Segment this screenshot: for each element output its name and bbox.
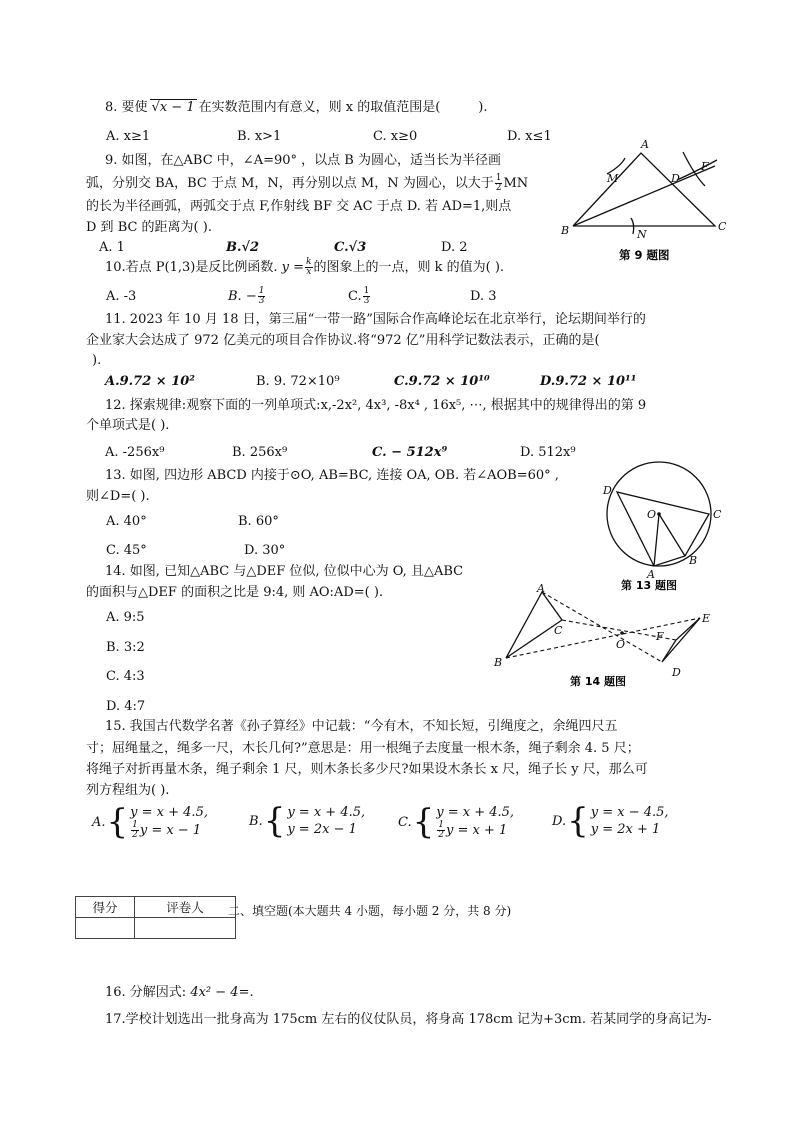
q14-option-c: C. 4:3 [106, 669, 145, 684]
q10-option-d: D. 3 [470, 289, 497, 304]
q14-triangle-def [662, 618, 700, 662]
q12-option-c: C. − 512x⁹ [372, 445, 448, 460]
score-cell[interactable] [76, 918, 135, 939]
score-table [75, 896, 236, 939]
q13-label-b: B [689, 554, 698, 567]
q14-line-1: 14. 如图, 已知△ABC 与△DEF 位似, 位似中心为 O, 且△ABC [105, 564, 464, 579]
q8-option-b: B. x>1 [237, 129, 282, 144]
q13-center-dot [657, 512, 661, 516]
q14-figure [490, 584, 720, 688]
q15-line-2: 寸；屈绳量之，绳多一尺，木长几何?”意思是：用一根绳子去度量一根木条，绳子剩余 4. 5 尺； [86, 741, 640, 756]
q13-line-2: 则∠D=( ). [86, 489, 150, 504]
q13-segment-ob [659, 514, 685, 556]
q12-line-1: 12. 探索规律:观察下面的一列单项式:x,-2x², 4x³, -8x⁴ , 16x⁵, ⋯, 根据其中的规律得出的第 9 [105, 398, 647, 413]
q9-line-4: D 到 BC 的距离为( ). [86, 220, 212, 235]
q14-option-a: A. 9:5 [106, 610, 145, 625]
q14-option-d: D. 4:7 [106, 699, 146, 714]
q14-label-o: O [616, 638, 626, 651]
q9-label-m: M [607, 172, 619, 185]
q8-option-c: C. x≥0 [373, 129, 418, 144]
q15-option-a: A. { y = x + 4.5, $\frac{1}{2}$ y = x − 1 [92, 802, 208, 842]
q13-option-a: A. 40° [106, 514, 147, 529]
q9-figure [555, 136, 735, 268]
q9-line-1: 9. 如图，在△ABC 中，∠A=90° ，以点 B 为圆心，适当长为半径画 [105, 153, 501, 168]
q9-label-f: F [701, 160, 709, 173]
q10-option-a: A. -3 [106, 289, 137, 304]
q14-label-c: C [554, 624, 563, 637]
q12-line-2: 个单项式是( ). [86, 418, 170, 433]
q17-line-1: 17.学校计划选出一批身高为 175cm 左右的仪仗队员，将身高 178cm 记为+3cm. 若某同学的身高记为- [105, 1012, 712, 1027]
q15-option-c: C. { y = x + 4.5, $\frac{1}{2}$ y = x + 1 [398, 802, 515, 842]
q13-caption: 第 13 题图 [621, 579, 677, 592]
q9-label-b: B [561, 224, 570, 237]
q11-line-1: 11. 2023 年 10 月 18 日，第三届“一带一路”国际合作高峰论坛在北京举行，论坛期间举行的 [105, 312, 646, 327]
q12-option-b: B. 256x⁹ [232, 445, 288, 460]
grader-cell[interactable] [135, 918, 236, 939]
q12-option-a: A. -256x⁹ [105, 445, 165, 460]
q14-option-b: B. 3:2 [106, 640, 145, 655]
q14-center-dot [620, 631, 624, 635]
q11-line-2: 企业家大会达成了 972 亿美元的项目合作协议.将“972 亿”用科学记数法表示，正确的是( [86, 333, 600, 348]
q13-segment-oa [654, 514, 659, 566]
q15-line-3: 将绳子对折再量木条，绳子剩余 1 尺，则木条长多少尺?如果设木条长 x 尺，绳子长 y 尺，那么可 [86, 762, 648, 777]
q13-label-a: A [647, 568, 655, 581]
q14-label-f: F [656, 630, 664, 643]
q14-line-2: 的面积与△DEF 的面积之比是 9:4, 则 AO:AD=( ). [86, 585, 384, 600]
q15-option-b: B. { y = x + 4.5, y = 2x − 1 [249, 801, 366, 841]
q8-radical: √x − 1 [151, 100, 195, 115]
q9-triangle [573, 153, 715, 226]
q16-answer-blank[interactable]: . [249, 985, 254, 1000]
q13-figure [597, 458, 737, 596]
q8-option-a: A. x≥1 [106, 129, 151, 144]
q15-line-4: 列方程组为( ). [86, 783, 170, 798]
q10-stem: 10.若点 P(1,3)是反比例函数. y = $\frac{k}{x}$ 的图象上的一点，则 k 的值为( ). [105, 257, 505, 277]
q10-option-c: C. $\frac{1}{3}$ [348, 286, 370, 306]
q9-option-b: B.√2 [226, 240, 260, 255]
q9-label-c: C [718, 220, 727, 233]
score-label: 得分 [76, 897, 135, 918]
q9-option-a: A. 1 [99, 240, 125, 255]
q11-option-c: C.9.72 × 10¹⁰ [394, 374, 490, 389]
q16-expression: 4x² − 4= [190, 985, 250, 1000]
q14-label-a: A [537, 584, 545, 595]
q9-label-d: D [671, 172, 680, 185]
q10-fraction: $\frac{k}{x}$ [306, 257, 312, 277]
q8-option-d: D. x≤1 [507, 129, 552, 144]
q13-line-1: 13. 如图, 四边形 ABCD 内接于⊙O, AB=BC, 连接 OA, OB. 若∠AOB=60° , [105, 468, 559, 483]
q11-line-3: ). [92, 353, 102, 368]
q11-option-a: A.9.72 × 10² [105, 374, 196, 389]
q9-label-n: N [637, 228, 647, 241]
q9-fraction: $\frac{1}{2}$ [495, 173, 502, 193]
q9-option-c: C.√3 [334, 240, 367, 255]
q11-option-b: B. 9. 72×10⁹ [256, 374, 340, 389]
q9-caption: 第 9 题图 [619, 248, 670, 262]
q12-option-d: D. 512x⁹ [520, 445, 576, 460]
q13-label-d: D [603, 484, 612, 497]
q13-label-c: C [713, 508, 722, 521]
q9-line-3: 的长为半径画弧，两弧交于点 F,作射线 BF 交 AC 于点 D. 若 AD=1,则点 [86, 199, 512, 214]
q16-stem: 16. 分解因式: 4x² − 4=. [105, 985, 254, 1000]
q8-stem: 8. 要使 √x − 1 在实数范围内有意义，则 x 的取值范围是( ). [105, 100, 488, 115]
q13-option-c: C. 45° [106, 543, 147, 558]
grader-label: 评卷人 [135, 897, 236, 918]
q9-line-2: 弧，分别交 BA，BC 于点 M，N，再分别以点 M，N 为圆心，以大于 $\frac{1}{2}$ MN [86, 173, 529, 193]
section2-title: 二、填空题(本大题共 4 小题，每小题 2 分，共 8 分) [228, 904, 512, 918]
q15-option-d: D. { y = x − 4.5, y = 2x + 1 [552, 801, 669, 841]
q11-option-d: D.9.72 × 10¹¹ [540, 374, 637, 389]
q9-label-a: A [641, 138, 649, 151]
q13-option-d: D. 30° [244, 543, 286, 558]
q14-label-d: D [672, 666, 681, 679]
q9-ray-bf [573, 166, 715, 226]
q13-option-b: B. 60° [238, 514, 279, 529]
q15-line-1: 15. 我国古代数学名著《孙子算经》中记载：“今有木，不知长短，引绳度之，余绳四尺五 [105, 719, 618, 734]
q14-caption: 第 14 题图 [570, 675, 626, 688]
q14-label-e: E [702, 612, 711, 625]
q9-option-d: D. 2 [441, 240, 468, 255]
q10-option-b: B. − $\frac{1}{3}$ [228, 286, 265, 306]
q14-label-b: B [494, 656, 503, 669]
q13-label-o: O [647, 508, 657, 521]
